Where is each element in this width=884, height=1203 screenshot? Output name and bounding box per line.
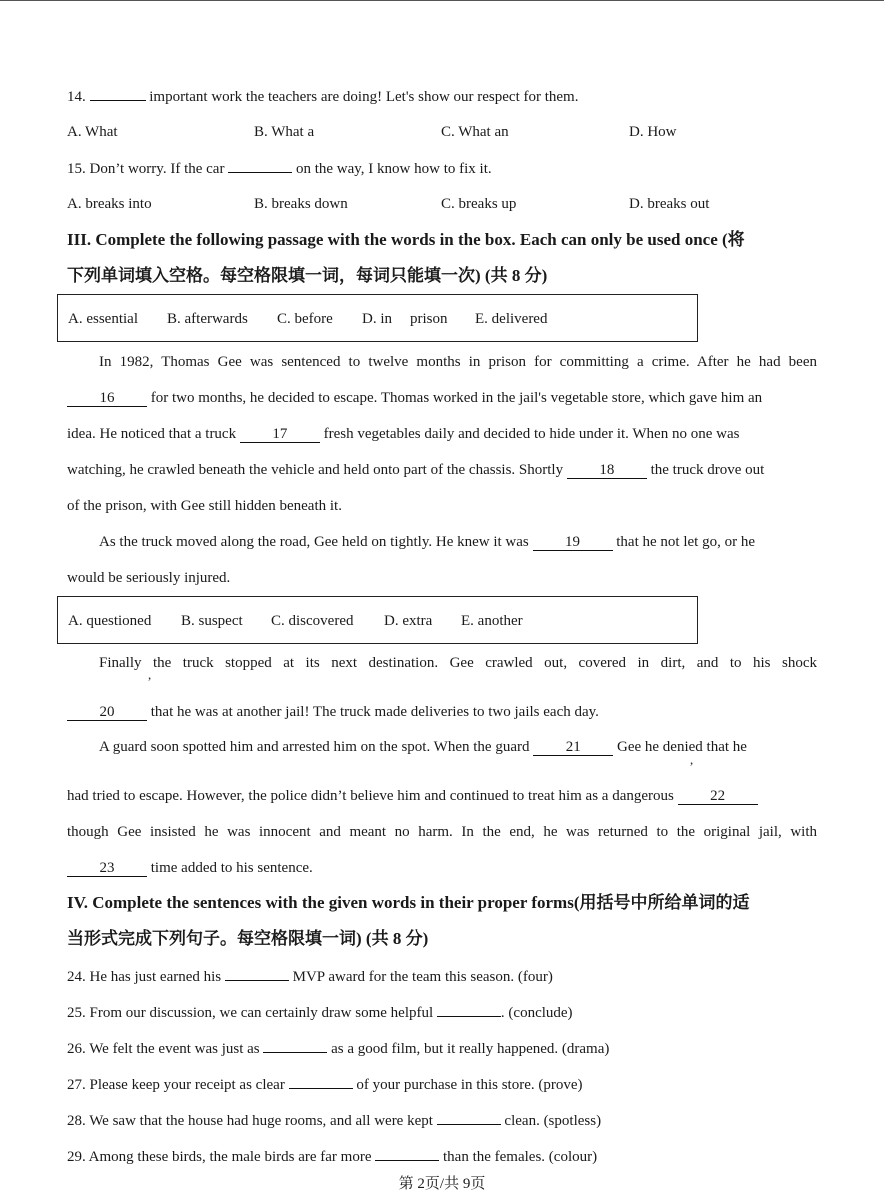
passage-line: of the prison, with Gee still hidden beneath it.	[67, 498, 342, 514]
section-4-heading-cn: 当形式完成下列句子。每空格限填一词) (共 8 分)	[67, 929, 429, 948]
section-3-heading-cn: 下列单词填入空格。每空格限填一词，每词只能填一次) (共 8 分)	[67, 266, 548, 285]
answer-blank[interactable]	[225, 966, 289, 981]
passage-line: though Gee insisted he was innocent and meant no harm. In the end, he was returned to the original jail, with	[67, 824, 817, 840]
section-4-heading: IV. Complete the sentences with the given words in their proper forms(用括号中所给单词的适	[67, 893, 750, 912]
word-option: E. delivered	[475, 311, 548, 327]
word-option: B. suspect	[181, 613, 243, 629]
option-c: C. What an	[441, 124, 509, 140]
question-26: 26. We felt the event was just as as a good film, but it really happened. (drama)	[67, 1038, 609, 1059]
passage-line: 23 time added to his sentence.	[67, 858, 313, 878]
answer-blank[interactable]	[289, 1074, 353, 1089]
word-option: D. in	[362, 311, 392, 327]
question-29: 29. Among these birds, the male birds are far more than the females. (colour)	[67, 1146, 597, 1167]
top-rule	[0, 0, 884, 1]
option-d: D. How	[629, 124, 677, 140]
answer-blank[interactable]	[90, 86, 146, 101]
section-3-heading: III. Complete the following passage with the words in the box. Each can only be used once (将	[67, 230, 745, 249]
word-box-1	[57, 294, 698, 342]
answer-blank-17[interactable]: 17	[240, 426, 320, 443]
answer-blank[interactable]	[228, 158, 292, 173]
question-14: 14. important work the teachers are doing! Let's show our respect for them.	[67, 86, 578, 107]
answer-blank[interactable]	[437, 1110, 501, 1125]
question-28: 28. We saw that the house had huge rooms, and all were kept clean. (spotless)	[67, 1110, 601, 1131]
answer-blank-16[interactable]: 16	[67, 390, 147, 407]
option-b: B. What a	[254, 124, 315, 140]
option-a: A. breaks into	[67, 196, 152, 212]
option-a: A. What	[67, 124, 118, 140]
passage-line: A guard soon spotted him and arrested him on the spot. When the guard 21 Gee he denied that he	[99, 739, 747, 755]
word-option: C. before	[277, 311, 333, 327]
word-option: B. afterwards	[167, 311, 248, 327]
stray-comma: ,	[690, 752, 694, 767]
answer-blank[interactable]	[437, 1002, 501, 1017]
question-15: 15. Don’t worry. If the car on the way, I know how to fix it.	[67, 158, 492, 179]
word-option: C. discovered	[271, 613, 354, 629]
answer-blank[interactable]	[375, 1146, 439, 1161]
stray-comma: ,	[148, 667, 152, 682]
word-option: E. another	[461, 613, 523, 629]
word-option: D. extra	[384, 613, 433, 629]
question-27: 27. Please keep your receipt as clear of your purchase in this store. (prove)	[67, 1074, 583, 1095]
answer-blank[interactable]	[263, 1038, 327, 1053]
option-b: B. breaks down	[254, 196, 348, 212]
word-box-2	[57, 596, 698, 644]
answer-blank-21[interactable]: 21	[533, 739, 613, 756]
passage-line: As the truck moved along the road, Gee held on tightly. He knew it was 19 that he not let go, or he	[99, 534, 755, 550]
word-option: prison	[410, 311, 448, 327]
passage-line: had tried to escape. However, the police didn’t believe him and continued to treat him as a dangerous 22	[67, 786, 758, 806]
question-24: 24. He has just earned his MVP award for the team this season. (four)	[67, 966, 553, 987]
page-footer: 第 2页/共 9页	[398, 1176, 486, 1192]
passage-line: idea. He noticed that a truck 17 fresh vegetables daily and decided to hide under it. When no one was	[67, 426, 740, 442]
option-d: D. breaks out	[629, 196, 710, 212]
answer-blank-20[interactable]: 20	[67, 704, 147, 721]
answer-blank-19[interactable]: 19	[533, 534, 613, 551]
word-option: A. essential	[68, 311, 138, 327]
option-c: C. breaks up	[441, 196, 517, 212]
answer-blank-18[interactable]: 18	[567, 462, 647, 479]
answer-blank-23[interactable]: 23	[67, 860, 147, 877]
question-25: 25. From our discussion, we can certainly draw some helpful . (conclude)	[67, 1002, 573, 1023]
passage-line: In 1982, Thomas Gee was sentenced to twelve months in prison for committing a crime. After he had been	[99, 354, 817, 370]
passage-line: 16 for two months, he decided to escape. Thomas worked in the jail's vegetable store, which gave him an	[67, 388, 817, 408]
passage-line: would be seriously injured.	[67, 570, 231, 586]
passage-line: watching, he crawled beneath the vehicle and held onto part of the chassis. Shortly 18 the truck drove out	[67, 462, 765, 478]
word-option: A. questioned	[68, 613, 152, 629]
answer-blank-22[interactable]: 22	[678, 788, 758, 805]
passage-line: 20 that he was at another jail! The truck made deliveries to two jails each day.	[67, 702, 599, 722]
passage-line: Finally the truck stopped at its next destination. Gee crawled out, covered in dirt, and to his shock	[99, 655, 817, 671]
